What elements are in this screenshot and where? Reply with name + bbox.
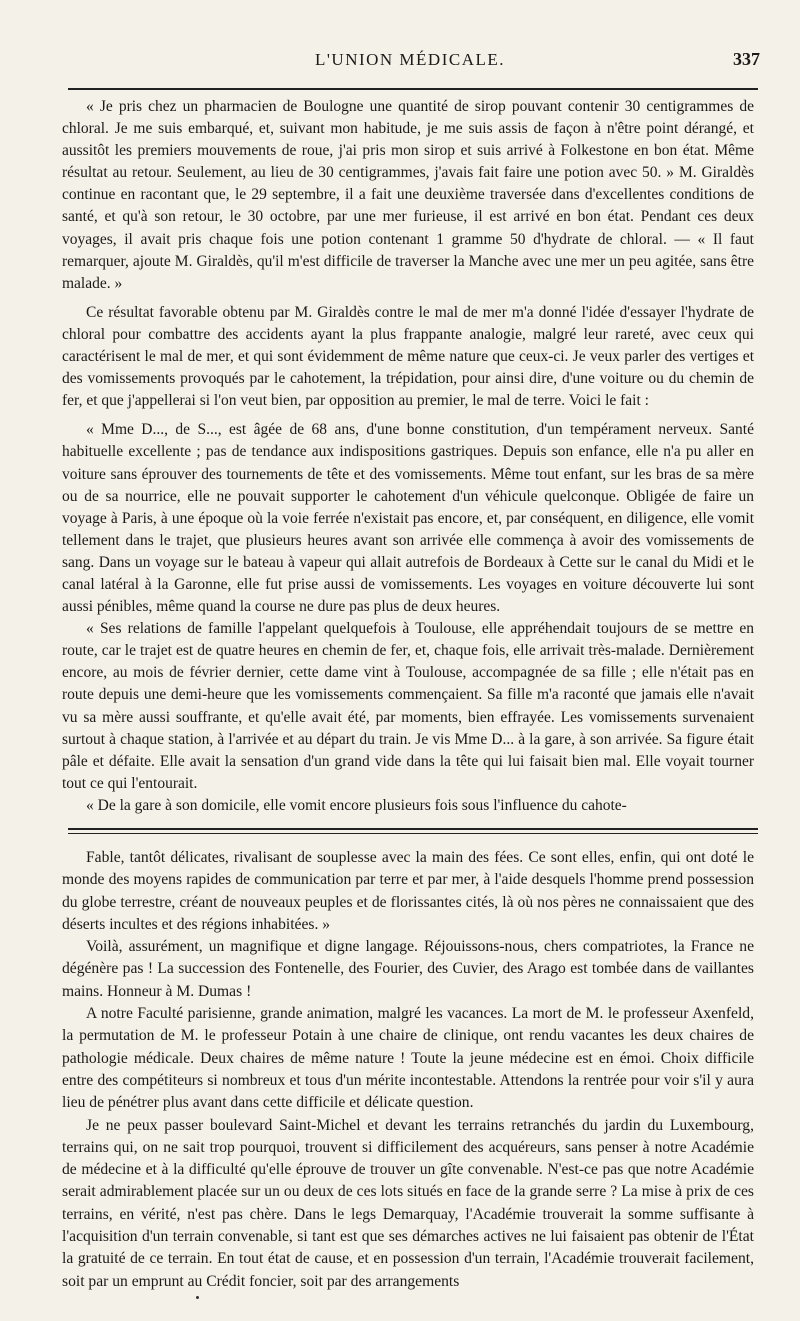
page-header: [60, 50, 760, 82]
paragraph: « Mme D..., de S..., est âgée de 68 ans, d'une bonne constitution, d'un tempérament nerveux. Santé habituelle excellente ; pas de tendance aux indispositions gastriques. Depuis son enfance, elle n'a pu aller en voiture sans éprouver des tournements de tête et des vomissements. Même tout enfant, sur les bras de sa mère ou de sa nourrice, elle ne pouvait supporter le cahotement d'un véhicule quelconque. Obligée de faire un voyage à Paris, à une époque où la voie ferrée n'existait pas encore, et, par conséquent, en diligence, elle vomit tellement dans le trajet, que plusieurs heures avant son arrivée elle commença à avoir des vomissements de sang. Dans un voyage sur le bateau à vapeur qui allait autrefois de Bordeaux à Cette sur le canal du Midi et le canal latéral à la Garonne, elle fut prise aussi de vomissements. Les voyages en voiture découverte lui sont aussi pénibles, même quand la course ne dure pas plus de deux heures.: [62, 421, 754, 616]
paragraph: Voilà, assurément, un magnifique et digne langage. Réjouissons-nous, chers compatriotes, la France ne dégénère pas ! La succession des Fontenelle, des Fourier, des Cuvier, des Arago est tombée dans de vaillantes mains. Honneur à M. Dumas !: [62, 938, 754, 1000]
paragraph: « Ses relations de famille l'appelant quelquefois à Toulouse, elle appréhendait toujours de se mettre en route, car le trajet est de quatre heures en chemin de fer, et, chaque fois, elle arrivait très-malade. Dernièrement encore, au mois de février dernier, cette dame vint à Toulouse, accompagnée de sa fille ; elle n'était pas en route depuis une demi-heure que les vomissements commençaient. Sa fille m'a raconté que jamais elle n'avait vu sa mère aussi souffrante, et qu'elle avait été, par moments, bien effrayée. Les vomissements survenaient surtout à chaque station, à l'arrivée et au départ du train. Je vis Mme D... à la gare, à son arrivée. Sa figure était pâle et défaite. Elle avait la sensation d'un grand vide dans la tête qui lui faisait bien mal. Elle voyait tourner tout ce qui l'entourait.: [62, 620, 754, 792]
ink-dot: [196, 1296, 199, 1299]
paragraph: « De la gare à son domicile, elle vomit encore plusieurs fois sous l'influence du cahote-: [86, 796, 627, 814]
paragraph: Fable, tantôt délicates, rivalisant de souplesse avec la main des fées. Ce sont elles, enfin, qui ont doté le monde des moyens rapides de communication par terre et par mer, à l'aide desquels l'homme prend possession du globe terrestre, créant de nouveaux peuples et de florissantes cités, là où nos pères ne connaissaient que des déserts incultes et des régions inhabitées. »: [62, 849, 754, 933]
header-rule: [68, 88, 758, 90]
feuilleton-divider: [68, 828, 758, 834]
paragraph: « Je pris chez un pharmacien de Boulogne une quantité de sirop pouvant contenir 30 centigrammes de chloral. Je me suis embarqué, et, suivant mon habitude, je me suis assis de façon à n'être point dérangé, et aussitôt les premiers mouvements de roue, j'ai pris mon sirop et suis arrivé à Folkestone en bon état. Même résultat au retour. Seulement, au lieu de 30 centigrammes, j'avais fait faire une potion avec 50. » M. Giraldès continue en racontant que, le 29 septembre, il a fait une deuxième traversée dans d'excellentes conditions de santé, et qu'à son retour, le 30 octobre, par une mer furieuse, il est arrivé en bon état. Pendant ces deux voyages, il avait pris chaque fois une potion contenant 1 gramme 50 d'hydrate de chloral. — « Il faut remarquer, ajoute M. Giraldès, qu'il m'est difficile de traverser la Manche avec une mer un peu agitée, sans être malade. »: [62, 98, 754, 292]
paragraph: A notre Faculté parisienne, grande animation, malgré les vacances. La mort de M. le professeur Axenfeld, la permutation de M. le professeur Potain à une chaire de clinique, ont rendu vacantes les deux chaires de pathologie médicale. Deux chaires de même nature ! Toute la jeune médecine est en émoi. Choix difficile entre des compétiteurs si nombreux et tous d'un mérite incontestable. Attendons la rentrée pour voir s'il y aura lieu de pénétrer plus avant dans cette difficile et délicate question.: [62, 1005, 754, 1112]
paragraph: Ce résultat favorable obtenu par M. Giraldès contre le mal de mer m'a donné l'idée d'essayer l'hydrate de chloral pour combattre des accidents ayant la plus frappante analogie, malgré leur rareté, avec ceux qui caractérisent le mal de mer, et qui sont évidemment de même nature que ceux-ci. Je veux parler des vertiges et des vomissements provoqués par le cahotement, la trépidation, pour ainsi dire, d'une voiture ou du chemin de fer, et que j'appellerai si l'on veut bien, par opposition au premier, le mal de terre. Voici le fait :: [62, 303, 754, 410]
article-column: [62, 96, 754, 817]
feuilleton-column: [62, 847, 754, 1293]
paragraph: Je ne peux passer boulevard Saint-Michel et devant les terrains retranchés du jardin du Luxembourg, terrains qui, on ne sait trop pourquoi, trouvent si difficilement des acquéreurs, sans penser à notre Académie de médecine et à la difficulté qu'elle éprouve de trouver un gîte convenable. N'est-ce pas que notre Académie serait admirablement placée sur un ou deux de ces lots situés en face de la grande serre ? La mise à prix de ces terrains, en vérité, n'est pas chère. Dans le legs Demarquay, l'Académie trouverait la somme suffisante à l'acquisition d'un terrain convenable, si tant est que ses démarches actives ne lui faisaient pas obtenir de l'État la gratuité de ce terrain. En tout état de cause, et en possession d'un terrain, l'Académie trouverait facilement, soit par un emprunt au Crédit foncier, soit par des arrangements: [62, 1116, 754, 1290]
running-title: L'UNION MÉDICALE.: [314, 50, 506, 69]
page-number: 337: [733, 49, 760, 69]
